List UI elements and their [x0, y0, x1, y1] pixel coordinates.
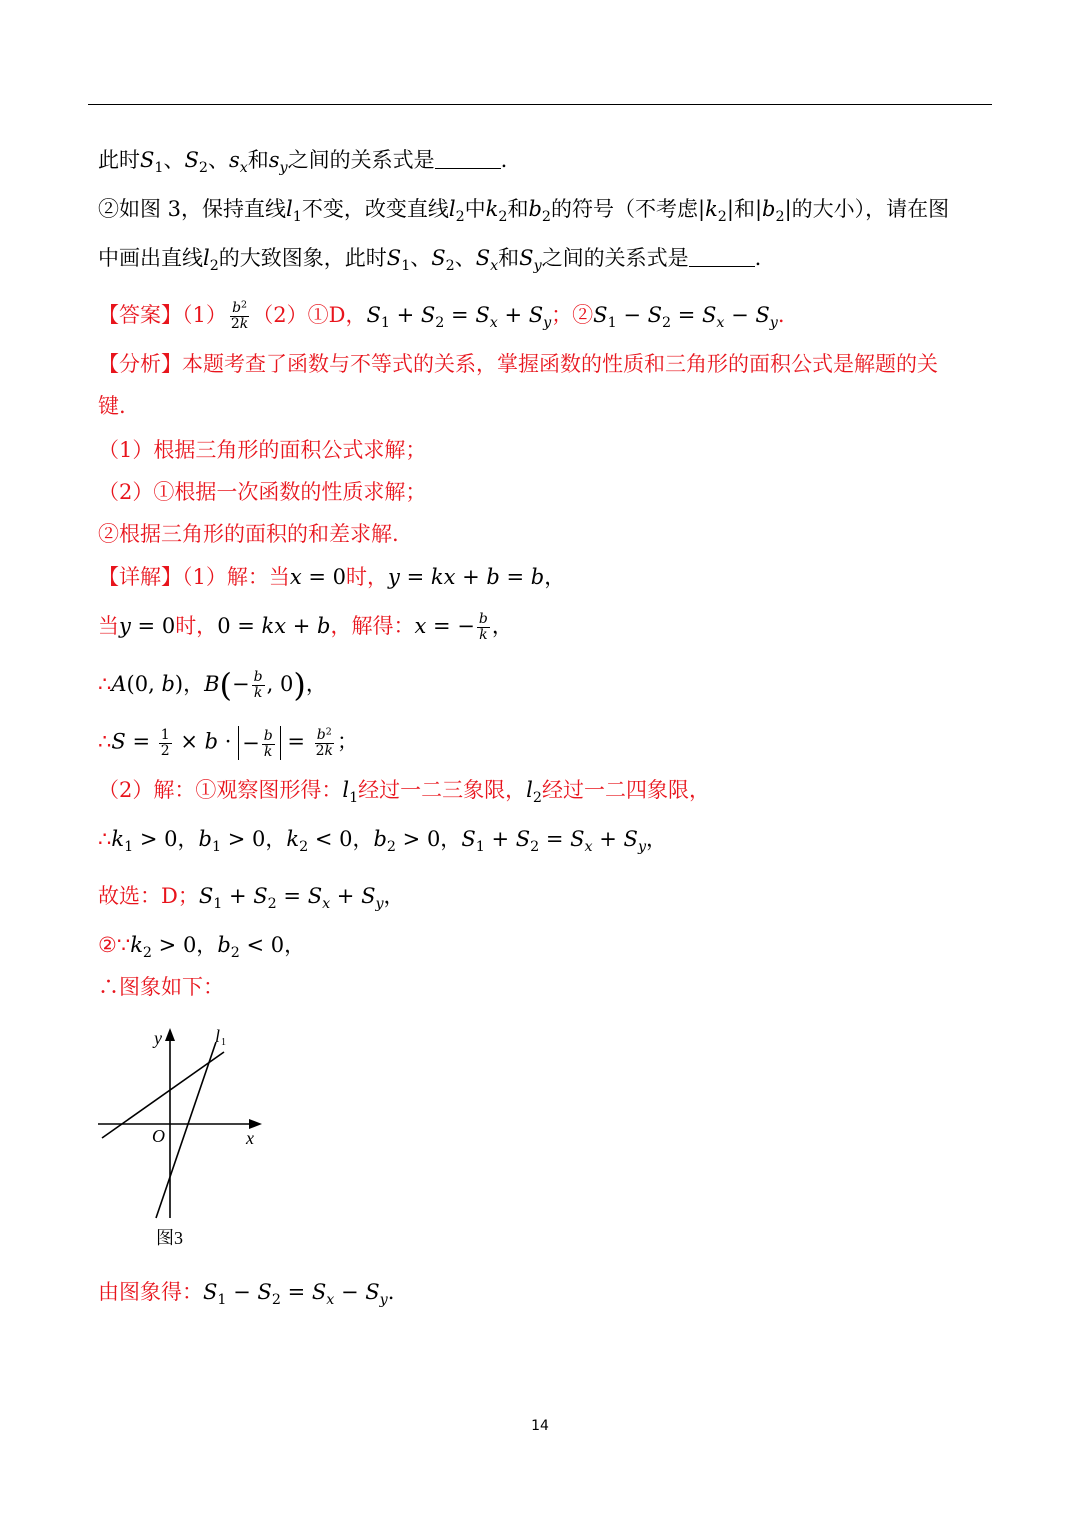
- y-axis-arrow: [165, 1028, 175, 1041]
- question-line-2: ②如图 3，保持直线$l_1$不变，改变直线$l_2$中$k_2$和$b_2$的符号（不考虑$|k_2|$和$|b_2|$的大小），请在图: [98, 197, 950, 225]
- detail-line-8: $②\because k_2 > 0$，$b_2 < 0$，: [98, 933, 306, 961]
- analysis-step-3: ②根据三角形的面积的和差求解.: [98, 522, 399, 546]
- answer-blank: [435, 148, 501, 169]
- detail-line-9: ∴图象如下：: [98, 975, 224, 999]
- y-label: y: [154, 1028, 162, 1048]
- answer-line: 【答案】（1） $\frac{b^2}{2k}$ （2）①D，$S_1 + S_2 = S_x + S_y$；$②S_1 - S_2 = S_x - S_y$.: [98, 299, 785, 332]
- detail-line-10: 由图象得：$S_1 - S_2 = S_x - S_y$.: [98, 1280, 395, 1308]
- detail-line-3: ∴A(0, b)，B(− $\frac{b}{k}$ , 0)，: [98, 666, 327, 704]
- figure-caption: 图3: [156, 1228, 183, 1248]
- question-line-3: 中画出直线$l_2$的大致图象，此时$S_1$、$S_2$、$S_x$和$S_y$之间的关系式是 .: [98, 246, 762, 274]
- detail-line-1: 【详解】（1）解：当x = 0时，y = kx + b = b，: [98, 565, 566, 589]
- question-line-1: 此时$S_1$、$S_2$、$s_x$和$s_y$之间的关系式是 .: [98, 148, 508, 176]
- detail-line-2: 当y = 0时，0 = kx + b，解得：x = − $\frac{b}{k}$ ，: [98, 611, 513, 643]
- detail-line-6: $\therefore k_1 > 0$，$b_1 > 0$，$k_2 < 0$，$b_2 > 0$，$S_1 + S_2 = S_x + S_y$，: [98, 827, 667, 855]
- figure-3: [92, 1018, 272, 1258]
- x-label: x: [246, 1128, 254, 1148]
- detail-line-7: 故选：D；$S_1 + S_2 = S_x + S_y$，: [98, 884, 405, 912]
- line-l1: [156, 1042, 216, 1218]
- analysis-line-2: 键.: [98, 394, 126, 418]
- analysis-step-1: （1）根据三角形的面积公式求解；: [98, 438, 427, 462]
- analysis-step-2: （2）①根据一次函数的性质求解；: [98, 480, 427, 504]
- detail-line-5: （2）解：①观察图形得：$l_1$经过一二三象限，$l_2$经过一二四象限，: [98, 778, 710, 806]
- analysis-line-1: 【分析】本题考查了函数与不等式的关系，掌握函数的性质和三角形的面积公式是解题的关: [98, 352, 938, 376]
- detail-line-4: ∴S = $\frac{1}{2}$ × b · − $\frac{b}{k}$ = $\frac{b^2}{2k}$ ；: [98, 725, 359, 760]
- answer-blank-2: [689, 246, 755, 267]
- header-rule: [88, 104, 992, 105]
- l1-label: l: [215, 1026, 221, 1046]
- page-number: 14: [531, 1418, 549, 1434]
- l1-subscript: 1: [221, 1037, 226, 1048]
- origin-label: O: [152, 1126, 165, 1146]
